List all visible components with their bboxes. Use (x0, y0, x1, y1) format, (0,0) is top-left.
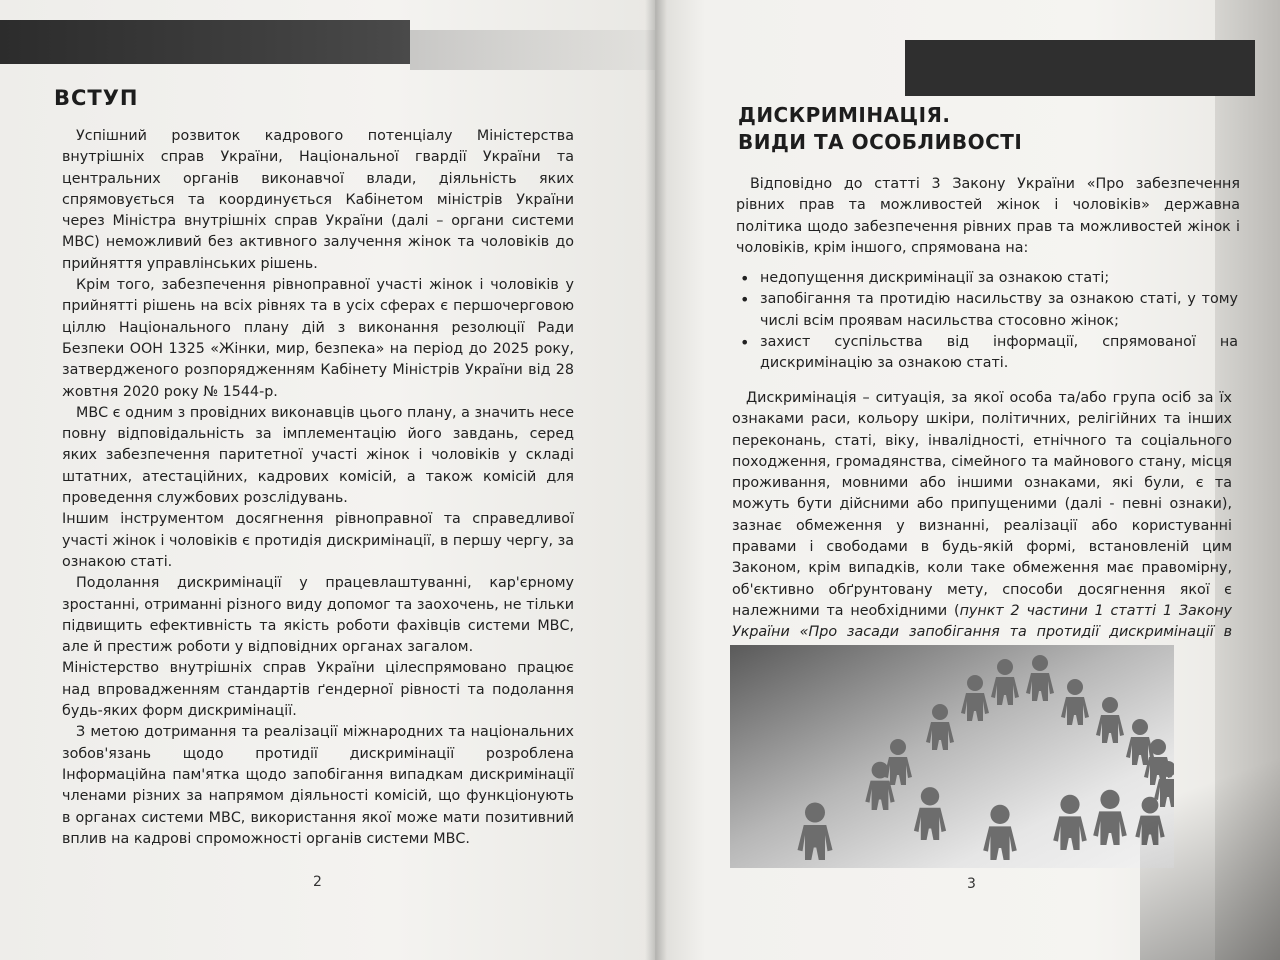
book-spine-shadow (645, 0, 667, 960)
people-circle-photo (730, 645, 1174, 868)
right-header-band (905, 40, 1255, 96)
left-page-number: 2 (313, 874, 322, 890)
goals-list (738, 268, 1238, 374)
paragraph (732, 388, 1232, 665)
law-citation: пункт 2 частини 1 статті 1 Закону України «Про засади запобігання та протидії дискримінації в (732, 602, 1233, 641)
paragraph: Іншим інструментом досягнення рівноправної та справедливої участі жінок і чоловіків є протидія дискримінації, в першу чергу, за ознакою статі. (62, 511, 574, 570)
paragraph: З метою дотримання та реалізації міжнародних та національних зобов'язань щодо протидії дискримінації розроблена Інформаційна пам'ятка щодо запобігання випадкам дискримінації членами різних за напрямом діяльності комісій, що функціонують в органах системи МВС, використання якої може мати позитивний вплив на кадрові спроможності органів системи МВС. (62, 724, 574, 847)
list-item: • запобігання та протидію насильству за ознакою статі, у тому числі всім проявам насильства стосовно жінок; (738, 289, 1238, 332)
definition-text: Дискримінація – ситуація, за якої особа та/або група осіб за їх ознаками раси, кольору шкіри, політичних, релігійних та інших переконань, статі, віку, інвалідності, етнічного та соціального походження, громадянства, сімейного та майнового стану, місця проживання, мовними або іншими ознаками, які були, є та можуть бути дійсними або припущеними (далі - певні ознаки), зазнає обмеження у визнанні, реалізації або користуванні правами і свободами в будь-якій формі, встановленій цим Законом, крім випадків, коли таке обмеження має правомірну, об'єктивно обґрунтовану мету, способи досягнення якої є належними та необхідними ( (732, 390, 1232, 619)
heading-line: ВИДИ ТА ОСОБЛИВОСТІ (738, 130, 1023, 154)
photo-shadow (1140, 720, 1280, 960)
paragraph: Міністерство внутрішніх справ України цілеспрямовано працює над впровадженням стандартів ґендерної рівності та подолання будь-яких форм дискримінації. (62, 660, 574, 720)
right-page-intro (736, 174, 1240, 259)
heading-line: ДИСКРИМІНАЦІЯ. (738, 103, 951, 127)
paragraph: Крім того, забезпечення рівноправної участі жінок і чоловіків у прийнятті рішень на всіх рівнях та в усіх сферах є першочерговою ціллю Національного плану дій з виконання резолюції Ради Безпеки ООН 1325 «Жінки, мир, безпека» на період до 2025 року, затвердженого розпорядженням Кабінету Міністрів України від 28 жовтня 2020 року № 1544-р. (62, 277, 574, 400)
left-page-heading: ВСТУП (54, 86, 139, 110)
left-page-body (62, 126, 574, 850)
left-header-band-fade (410, 30, 655, 70)
list-item: • недопущення дискримінації за ознакою статі; (738, 268, 1238, 289)
list-item: • захист суспільства від інформації, спрямованої на дискримінацію за ознакою статі. (738, 332, 1238, 375)
paragraph: Успішний розвиток кадрового потенціалу Міністерства внутрішніх справ України, Національної гвардії України та центральних органів виконавчої влади, діяльність яких спрямовується та координується Кабінетом міністрів України через Міністра внутрішніх справ України (далі – органи системи МВС) неможливий без активного залучення жінок та чоловіків до прийняття управлінських рішень. (62, 128, 574, 272)
paragraph: МВС є одним з провідних виконавців цього плану, а значить несе повну відповідальність за імплементацію його завдань, серед яких забезпечення паритетної участі жінок і чоловіків у складі штатних, атестаційних, кадрових комісій, а також комісій для проведення службових розслідувань. (62, 404, 574, 507)
definition-block (732, 388, 1232, 665)
right-page-heading (738, 102, 1022, 156)
left-header-band (0, 20, 410, 64)
right-page-number: 3 (967, 876, 976, 892)
paragraph: Подолання дискримінації у працевлаштуванні, кар'єрному зростанні, отриманні різного виду допомог та заохочень, не тільки підвищить ефективність та якість роботи фахівців системи МВС, але й престиж роботи у відповідних органах загалом. (62, 575, 574, 656)
paragraph: Відповідно до статті 3 Закону України «Про забезпечення рівних прав та можливостей жінок і чоловіків» державна політика щодо забезпечення рівних прав та можливостей жінок і чоловіків, крім іншого, спрямована на: (736, 176, 1240, 256)
